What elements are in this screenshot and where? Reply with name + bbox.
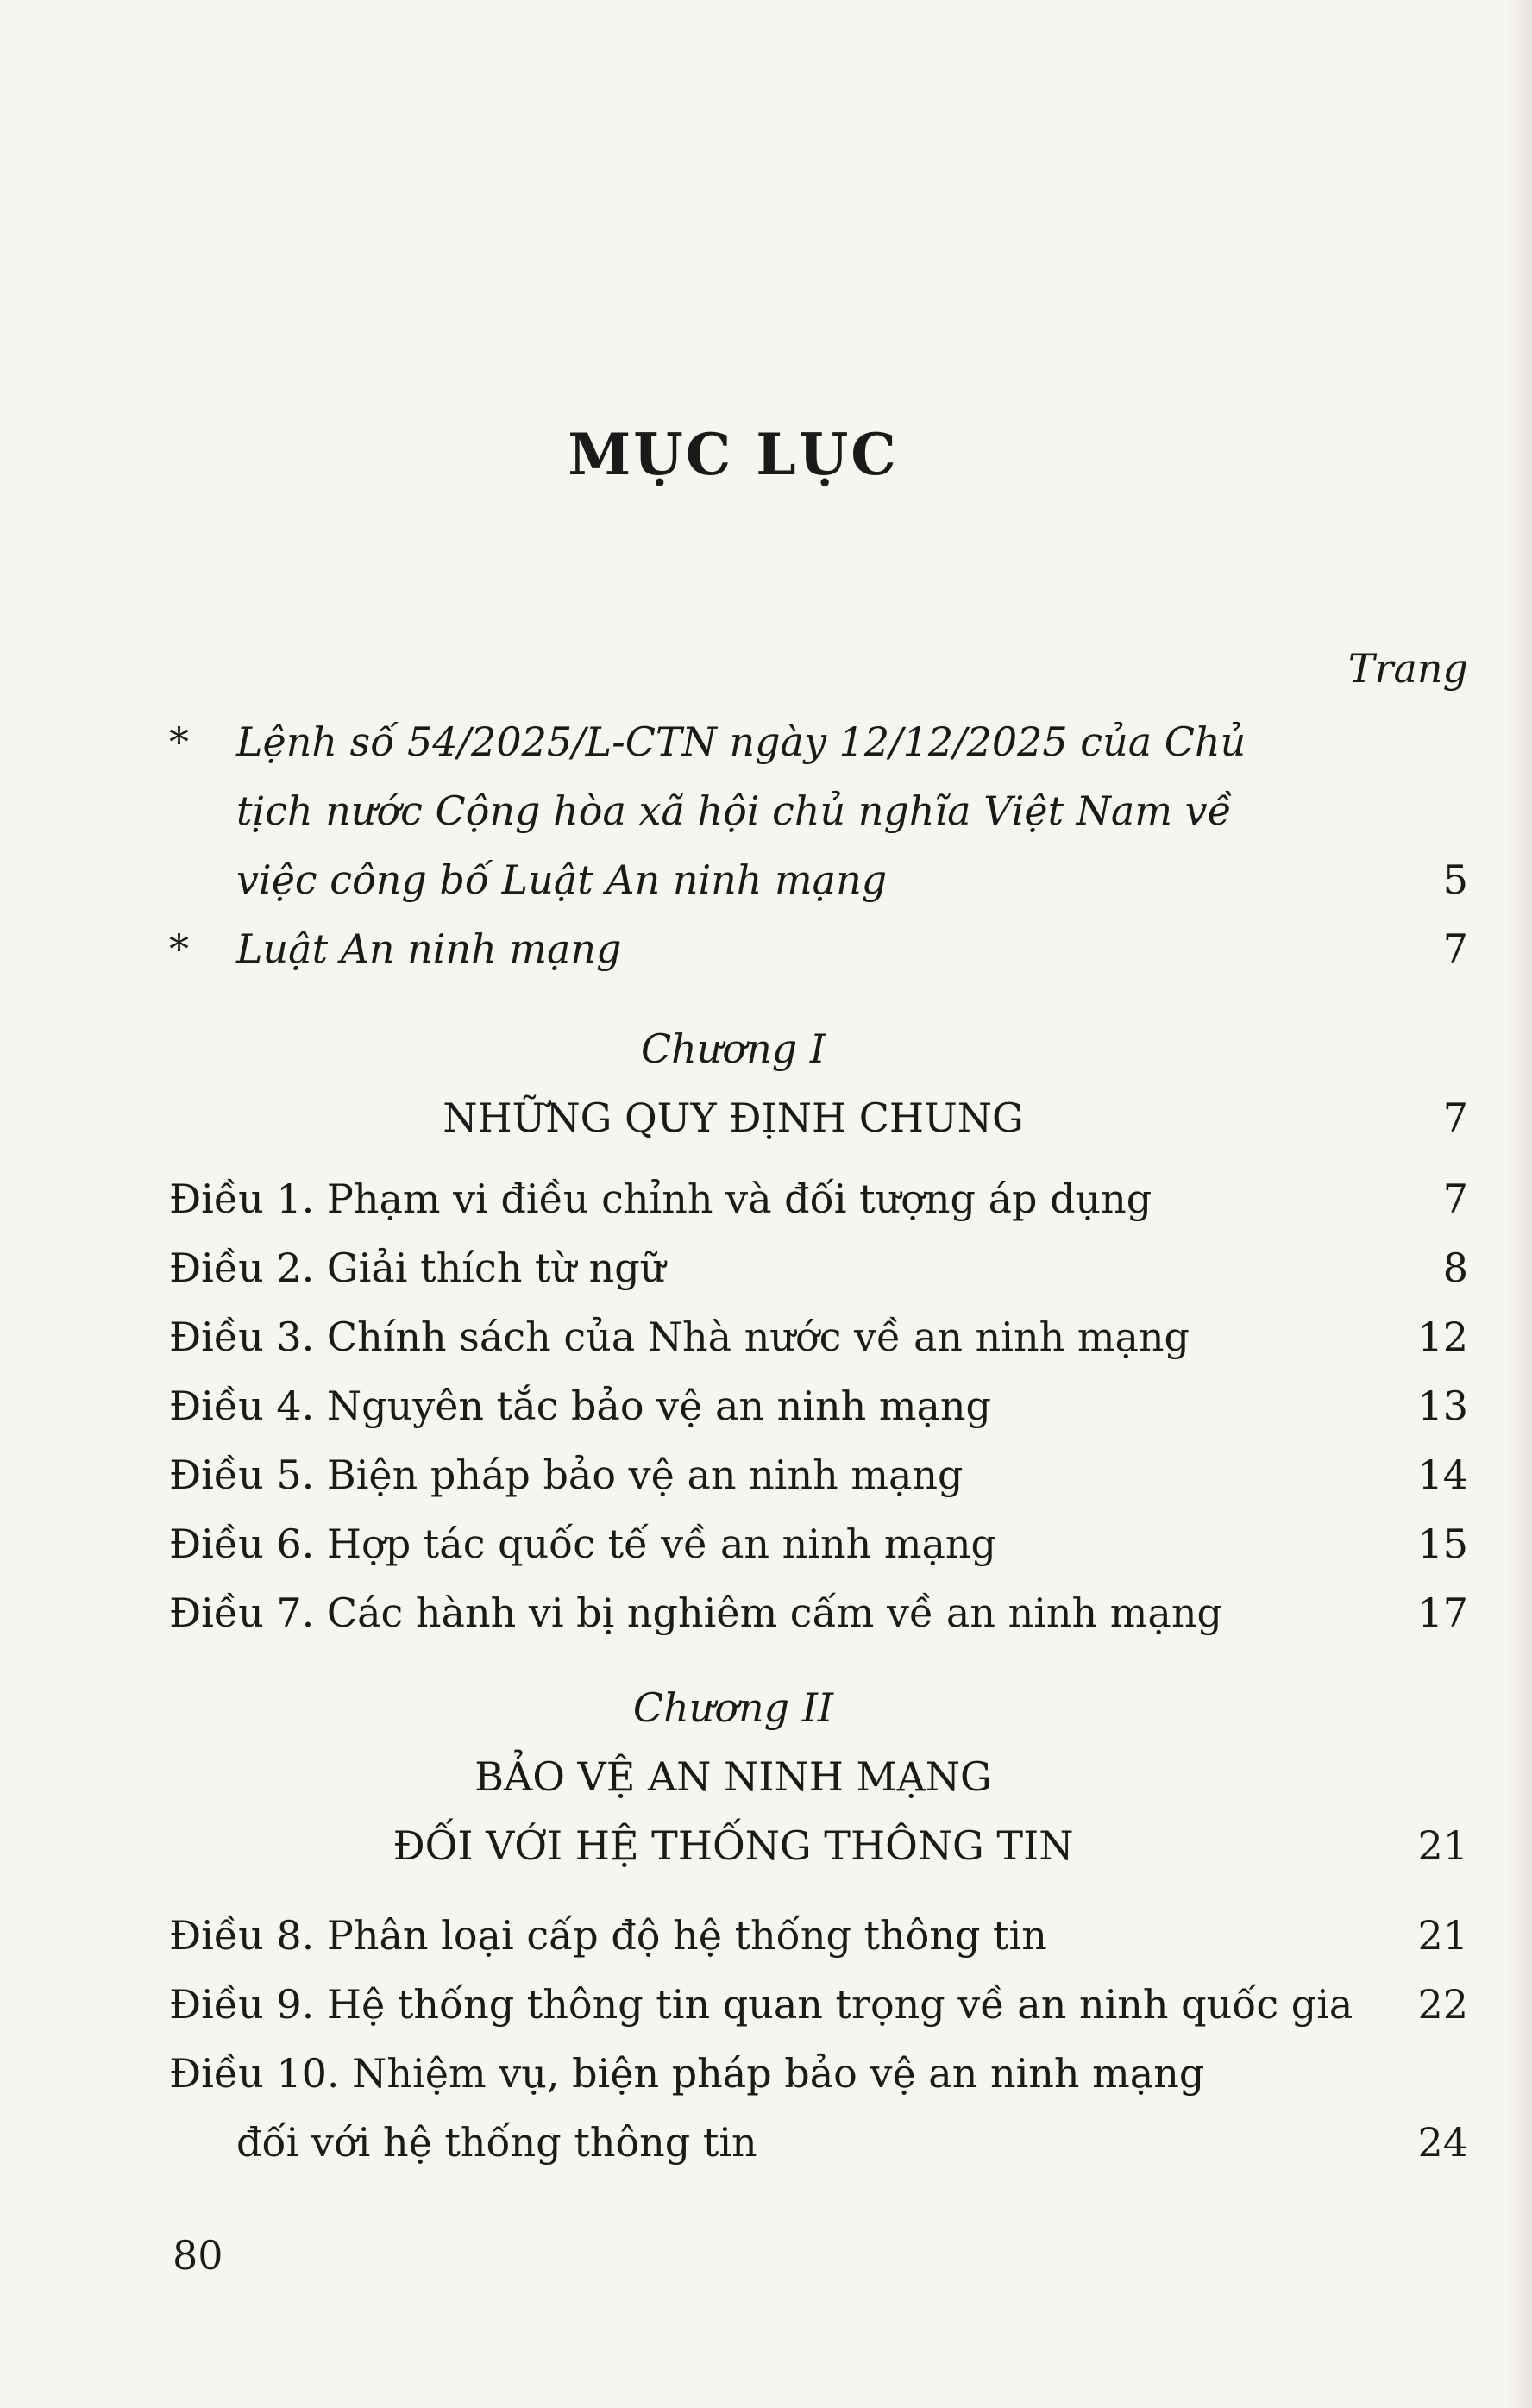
toc-page-number: 8 <box>1442 1245 1468 1291</box>
page-edge-shadow <box>1506 0 1532 2408</box>
toc-article <box>169 1509 1468 1578</box>
toc-article-cont <box>169 2108 1468 2177</box>
toc-article-text: Điều 8. Phân loại cấp độ hệ thống thông tin <box>169 1912 1047 1959</box>
toc-page-number: 21 <box>1417 1912 1468 1959</box>
toc-page-number: 14 <box>1417 1452 1468 1498</box>
toc-article-text: Điều 3. Chính sách của Nhà nước về an ninh mạng <box>169 1314 1190 1360</box>
chapter-label: Chương I <box>640 1025 826 1072</box>
chapter-title-line: BẢO VỆ AN NINH MẠNG <box>474 1753 992 1800</box>
chapter-title-row <box>169 1083 1468 1152</box>
toc-page-number: 21 <box>1417 1822 1468 1869</box>
toc-article <box>169 1970 1468 2039</box>
toc-entry-decree-cont <box>169 776 1468 845</box>
toc-entry-decree-cont <box>169 845 1468 914</box>
toc-article-text: Điều 4. Nguyên tắc bảo vệ an ninh mạng <box>169 1383 991 1429</box>
toc-article-text: đối với hệ thống thông tin <box>236 2119 757 2166</box>
toc-article-text: Điều 1. Phạm vi điều chỉnh và đối tượng áp dụng <box>169 1176 1152 1222</box>
toc-entry-text-line: Lệnh số 54/2025/L-CTN ngày 12/12/2025 của Chủ <box>236 718 1246 765</box>
toc-page-number: 13 <box>1417 1383 1468 1429</box>
toc-article-text: Điều 5. Biện pháp bảo vệ an ninh mạng <box>169 1452 964 1498</box>
chapter-title-row <box>169 1811 1468 1880</box>
toc-page-number: 17 <box>1417 1590 1468 1636</box>
toc-page-number: 7 <box>1442 1176 1468 1222</box>
toc-article-text: Điều 2. Giải thích từ ngữ <box>169 1245 666 1291</box>
toc-article <box>169 1164 1468 1233</box>
toc-page-number: 7 <box>1442 925 1468 972</box>
toc-article-text: Điều 7. Các hành vi bị nghiêm cấm về an ninh mạng <box>169 1590 1222 1636</box>
toc-article <box>169 1578 1468 1647</box>
toc-page-number: 24 <box>1417 2119 1468 2166</box>
toc-article <box>169 2039 1468 2108</box>
toc-article-text: Điều 6. Hợp tác quốc tế về an ninh mạng <box>169 1521 996 1567</box>
toc-article <box>169 1440 1468 1509</box>
toc-page-number: 12 <box>1417 1314 1468 1360</box>
toc-article <box>169 1901 1468 1970</box>
page-title: MỤC LỤC <box>568 421 899 488</box>
toc-page-number: 7 <box>1442 1094 1468 1141</box>
toc-article-text: Điều 9. Hệ thống thông tin quan trọng về an ninh quốc gia <box>169 1981 1353 2028</box>
toc-article-text: Điều 10. Nhiệm vụ, biện pháp bảo vệ an ninh mạng <box>169 2050 1205 2097</box>
toc-entry-text-line: việc công bố Luật An ninh mạng <box>236 856 888 903</box>
toc-article <box>169 1371 1468 1440</box>
chapter-title: NHỮNG QUY ĐỊNH CHUNG <box>443 1094 1024 1141</box>
toc-entry-decree <box>169 707 1468 776</box>
toc-entry-law <box>169 914 1468 983</box>
page-number: 80 <box>173 2232 223 2279</box>
toc-page-number: 5 <box>1442 856 1468 903</box>
page-column-header: Trang <box>1347 645 1468 692</box>
bullet-star: * <box>169 925 189 972</box>
toc-page-number: 15 <box>1417 1521 1468 1567</box>
chapter-title-line: ĐỐI VỚI HỆ THỐNG THÔNG TIN <box>392 1822 1074 1869</box>
toc-page-number: 22 <box>1417 1981 1468 2028</box>
toc-article <box>169 1302 1468 1371</box>
chapter-label: Chương II <box>632 1684 834 1731</box>
toc-entry-text-line: tịch nước Cộng hòa xã hội chủ nghĩa Việt Nam về <box>236 787 1232 834</box>
bullet-star: * <box>169 718 189 765</box>
toc-article <box>169 1233 1468 1302</box>
toc-entry-text-line: Luật An ninh mạng <box>236 925 622 972</box>
